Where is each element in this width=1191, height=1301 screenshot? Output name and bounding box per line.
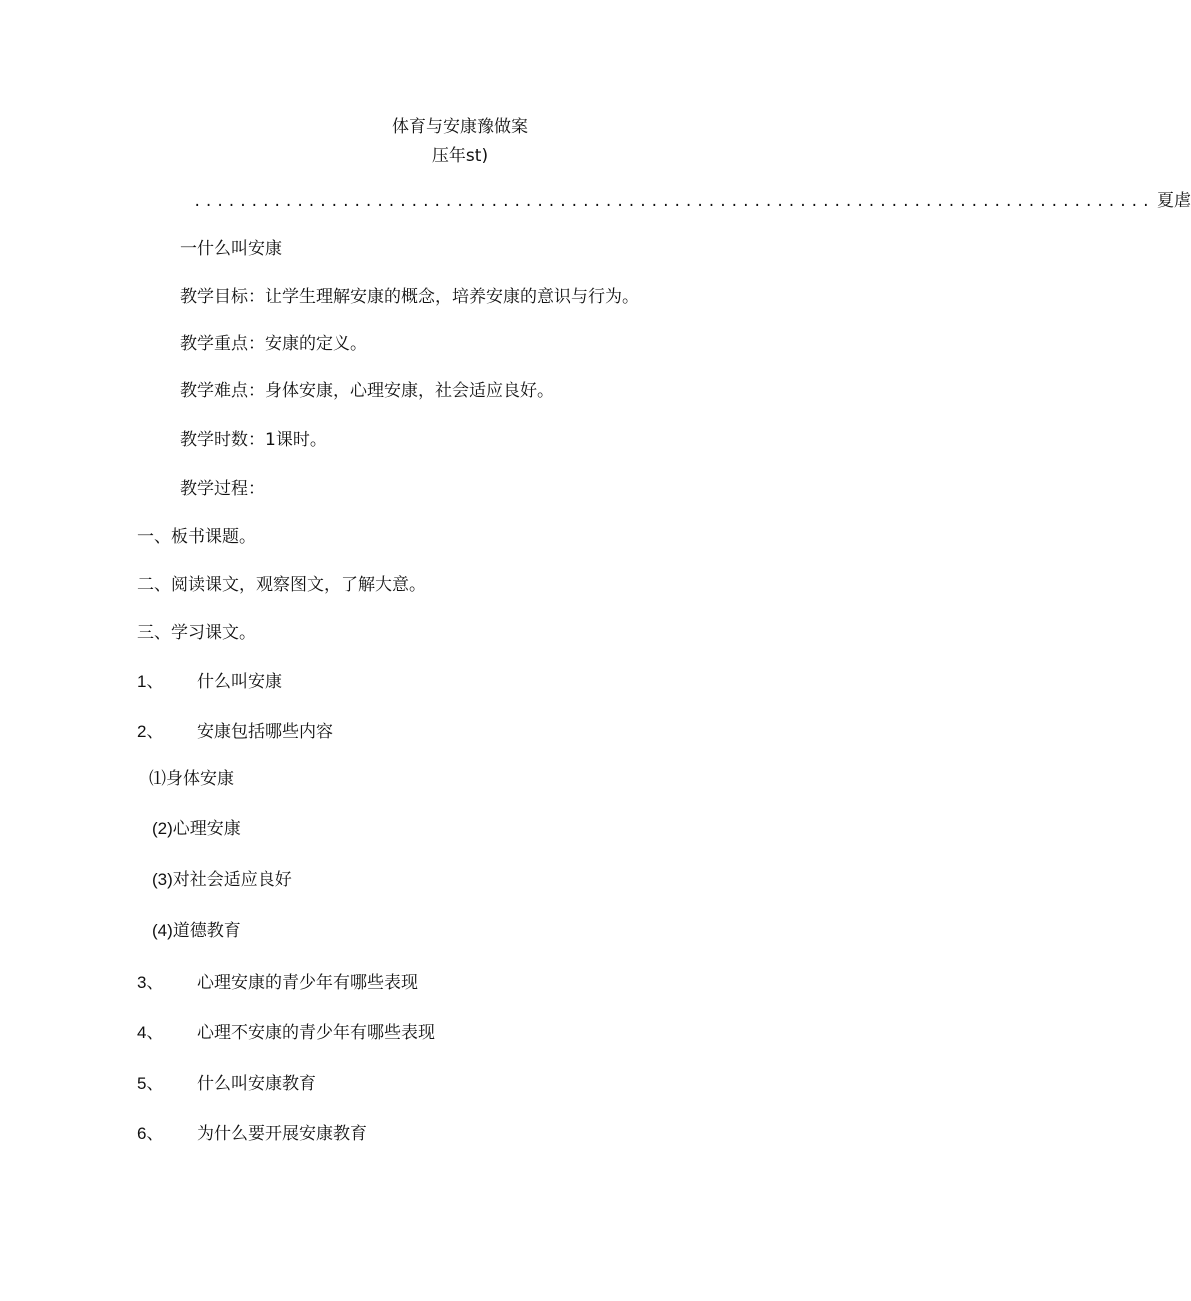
list-item-number: 6、 — [137, 1124, 164, 1143]
toc-label: 夏虐 — [1157, 191, 1191, 211]
list-item-text: 为什么要开展安康教育 — [197, 1124, 367, 1144]
list-item-text: 什么叫安康教育 — [197, 1074, 316, 1094]
document-subtitle: 压年st) — [431, 146, 489, 166]
toc-dot-leader: .................................................................................... — [193, 194, 1154, 210]
list-item — [137, 972, 418, 994]
teaching-process-label: 教学过程： — [180, 479, 265, 499]
document-title: 体育与安康豫做案 — [392, 117, 528, 137]
list-item — [137, 721, 333, 743]
toc-line — [193, 190, 1191, 213]
sub-item-number: (2) — [152, 819, 173, 838]
list-item — [137, 1123, 367, 1145]
list-item — [137, 671, 282, 693]
teaching-difficulty: 教学难点：身体安康，心理安康，社会适应良好。 — [180, 381, 554, 401]
list-item — [137, 1073, 316, 1095]
sub-item — [149, 768, 234, 790]
list-item-text: 什么叫安康 — [197, 672, 282, 692]
sub-item-text: 道德教育 — [172, 921, 241, 941]
list-item-number: 3、 — [137, 973, 164, 992]
list-item — [137, 1022, 435, 1044]
lesson-title: 一什么叫安康 — [180, 239, 282, 259]
sub-item-number: (4) — [152, 921, 173, 940]
sub-item-text: 身体安康 — [166, 769, 234, 789]
list-item-number: 2、 — [137, 722, 164, 741]
list-item-number: 4、 — [137, 1023, 164, 1042]
list-item-text: 心理安康的青少年有哪些表现 — [197, 973, 418, 993]
teaching-objectives: 教学目标：让学生理解安康的概念，培养安康的意识与行为。 — [180, 287, 639, 307]
sub-item-number: ⑴ — [149, 769, 166, 788]
process-step: 三、学习课文。 — [137, 623, 256, 643]
sub-item — [152, 869, 292, 891]
process-step: 一、板书课题。 — [137, 527, 256, 547]
teaching-key-point: 教学重点：安康的定义。 — [180, 334, 367, 354]
list-item-text: 安康包括哪些内容 — [197, 722, 333, 742]
list-item-text: 心理不安康的青少年有哪些表现 — [197, 1023, 435, 1043]
sub-item-text: 心理安康 — [172, 819, 241, 839]
sub-item — [152, 920, 241, 942]
list-item-number: 1、 — [137, 672, 164, 691]
sub-item-text: 对社会适应良好 — [172, 870, 292, 890]
sub-item-number: (3) — [152, 870, 173, 889]
process-step: 二、阅读课文，观察图文，了解大意。 — [137, 575, 426, 595]
teaching-hours: 教学时数：1课时。 — [180, 430, 327, 450]
sub-item — [152, 818, 241, 840]
list-item-number: 5、 — [137, 1074, 164, 1093]
